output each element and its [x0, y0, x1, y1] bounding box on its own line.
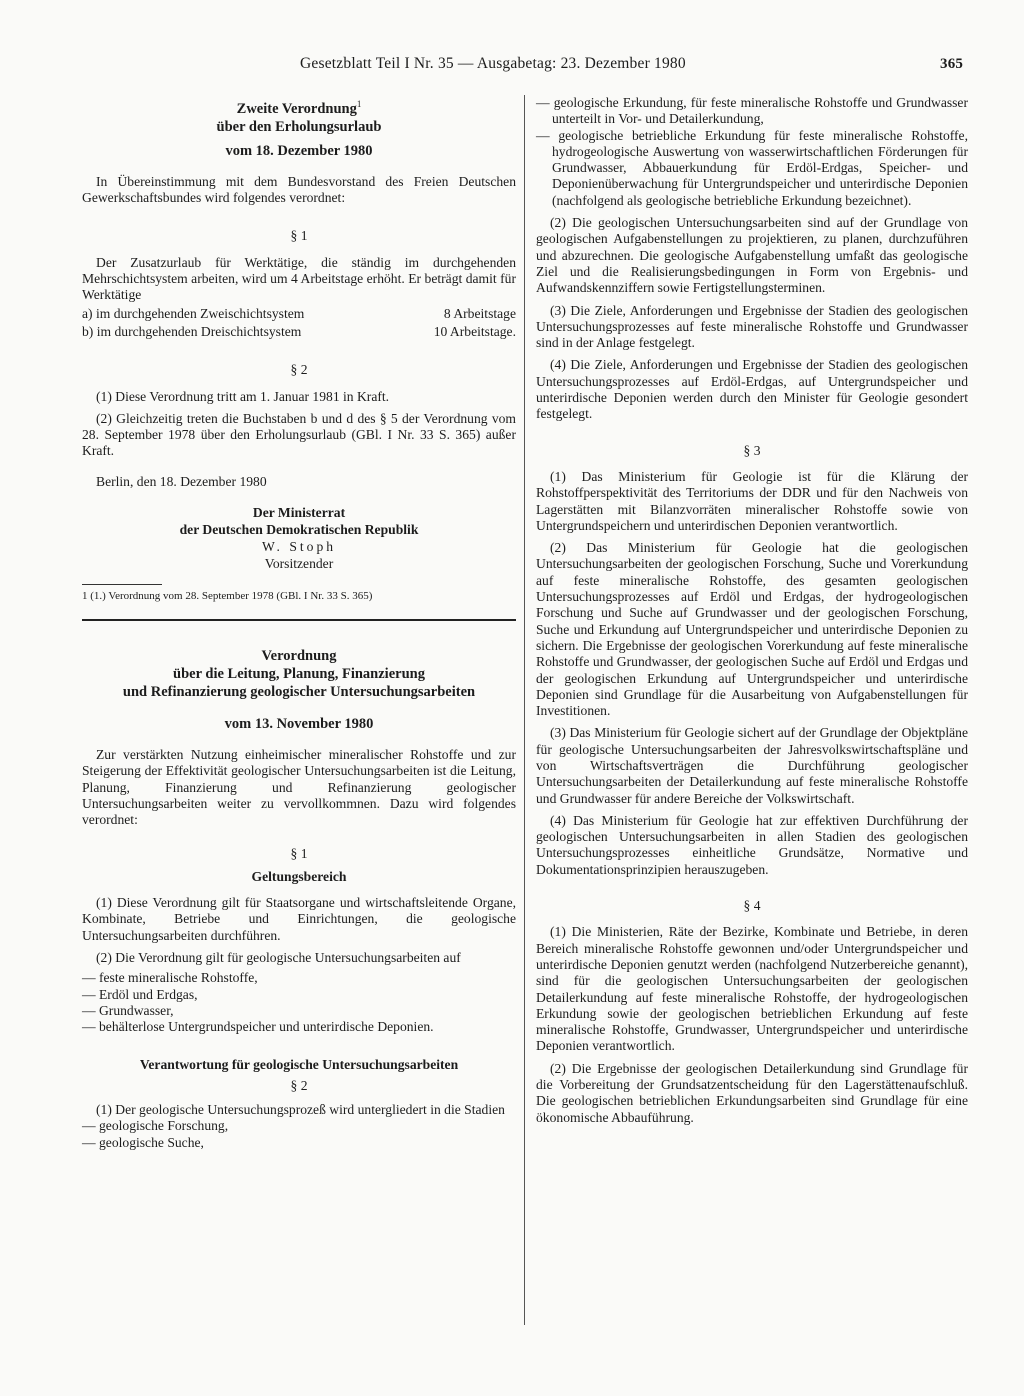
list-item: — behälterlose Untergrundspeicher und unterirdische Deponien. [82, 1019, 434, 1035]
doc2-section-1-heading: § 1 [290, 846, 308, 862]
list-item: — feste mineralische Rohstoffe, [82, 970, 258, 986]
doc2-date: vom 13. November 1980 [224, 715, 374, 732]
doc1-date: vom 18. Dezember 1980 [225, 142, 373, 159]
footnote: 1 (1.) Verordnung vom 28. September 1978 (GBl. I Nr. 33 S. 365) [82, 589, 373, 602]
section-4-p2: (2) Die Ergebnisse der geologischen Detailerkundung sind Grundlage für die Vorbereitung der Grundsatzentscheidung für den Lagerstättenaufschluß. Die geologischen betrieblichen Erkundungsarbeiten sind Grundlage für eine ökonomische Abbauführung. [536, 1060, 968, 1125]
page-header [300, 56, 980, 72]
doc2-title-line2: über die Leitung, Planung, Finanzierung [173, 665, 425, 682]
section-3-p3: (3) Das Ministerium für Geologie sichert auf der Grundlage der Objektpläne für geologische Untersuchungsarbeiten der Jahresvolkswirtschaftspläne und von Wirtschaftsverträgen die Durchführung geologischer Untersuchungsarbeiten der Detailerkundung auf feste mineralische Rohstoffe und Grundwasser für andere Bereiche der Volkswirtschaft. [536, 725, 968, 806]
doc2-intro: Zur verstärkten Nutzung einheimischer mineralischer Rohstoffe und zur Steigerung der Effektivität geologischer Untersuchungsarbeiten ist die Leitung, Planung, Finanzierung und Refinanzierung geologischer Untersuchungsarbeiten weiter zu vervollkommnen. Dazu wird folgendes verordnet: [82, 746, 516, 828]
page-number: 365 [940, 56, 964, 72]
doc2-scope-list [82, 970, 516, 1035]
doc1-section-2-p2: (2) Gleichzeitig treten die Buchstaben b und d des § 5 der Verordnung vom 28. September 1978 über den Erholungsurlaub (GBl. I Nr. 33 S. 365) außer Kraft. [82, 410, 516, 459]
section-3-p2: (2) Das Ministerium für Geologie hat die geologischen Untersuchungsarbeiten der geologischen Forschung, Suche und Vorerkundung auf feste mineralische Rohstoffe, des gesamten geologischen Untersuchungsprozesses auf Erdöl und Erdgas, der hydrogeologischen Forschung und Suche auf Grundwasser und der geologischen Forschung, Suche und Erkundung auf Untergrundspeicher und unterirdische Deponien zu sichern. Die Ergebnisse der geologischen Vorerkundung auf feste mineralische Rohstoffe und Grundwasser, der geologischen Suche auf Erdöl und Erdgas und der geologischen Erkundung auf Untergrundspeicher und unterirdische Deponien sind Grundlage für die Ausarbeitung von Aufgabenstellungen für Investitionen. [536, 540, 968, 719]
list-item: — geologische Forschung, [82, 1118, 229, 1134]
doc1-place-date: Berlin, den 18. Dezember 1980 [96, 473, 267, 489]
doc2-title-line3: und Refinanzierung geologischer Untersuchungsarbeiten [122, 683, 476, 700]
doc2-stages-list [82, 1118, 516, 1151]
left-column [82, 95, 516, 1151]
doc2-responsibility-title: Verantwortung für geologische Untersuchungsarbeiten [139, 1057, 459, 1073]
list-item: — Grundwasser, [82, 1002, 174, 1018]
section-4-heading: § 4 [743, 898, 761, 914]
list-item: — geologische Suche, [82, 1134, 204, 1150]
signatory-body-line2: der Deutschen Demokratischen Republik [179, 521, 419, 537]
doc2-title: Verordnung [261, 647, 337, 664]
section-2-p2: (2) Die geologischen Untersuchungsarbeiten sind auf der Grundlage von geologischen Aufgabenstellungen zu projektieren, zu planen, durchzuführen und abzurechnen. Die geologische Aufgabenstellung umfaßt das geologische Ziel und die Realisierungsbedingungen in Form von Ergebnis- und Aufwandskennziffern sowie Fertigstellungsterminen. [536, 215, 968, 296]
doc2-section-1-title: Geltungsbereich [251, 868, 347, 884]
list-item: — geologische betriebliche Erkundung für feste mineralische Rohstoffe, hydrogeologische Auswertung von wasserwirtschaftlichen Förderungen für Grundwasser, Abbauerkundung für Erdöl-Erdgas, Speicher- und Deponienüberwachung für Untergrundspeicher und unterirdische Deponien (nachfolgend als geologische betriebliche Erkundung bezeichnet). [536, 127, 968, 208]
list-item: — geologische Erkundung, für feste mineralische Rohstoffe und Grundwasser unterteilt in Vor- und Detailerkundung, [536, 95, 968, 127]
doc2-section-2-heading: § 2 [290, 1077, 308, 1093]
section-2-p3: (3) Die Ziele, Anforderungen und Ergebnisse der Stadien des geologischen Untersuchungsprozesses auf feste mineralische Rohstoffe und Grundwasser sind in der Anlage festgelegt. [536, 302, 968, 351]
doc2-section-1-p1: (1) Diese Verordnung gilt für Staatsorgane und wirtschaftsleitende Organe, Kombinate, Betriebe und Einrichtungen, die geologische Untersuchungsarbeiten durchführen. [82, 895, 516, 943]
stages-list-continued [536, 95, 968, 209]
footnote-marker: 1 [356, 99, 362, 109]
document-separator [82, 619, 516, 621]
signatory-role: Vorsitzender [264, 555, 334, 571]
doc1-title: Zweite Verordnung$^1$ [236, 99, 362, 117]
doc1-section-2-p1: (1) Diese Verordnung tritt am 1. Januar 1981 in Kraft. [96, 388, 390, 404]
list-item: — Erdöl und Erdgas, [82, 986, 198, 1002]
doc1-section-2-heading: § 2 [290, 362, 308, 378]
doc2-section-2-p1: (1) Der geologische Untersuchungsprozeß wird untergliedert in die Stadien [96, 1102, 505, 1118]
footnote-rule [82, 584, 162, 585]
doc1-section-1-heading: § 1 [290, 228, 308, 244]
right-column [536, 95, 968, 1126]
signatory-name: W. Stoph [261, 538, 337, 554]
section-4-p1: (1) Die Ministerien, Räte der Bezirke, Kombinate und Betriebe, in deren Bereich mineralische Rohstoffe gewonnen und/oder Untergrundspeicher und unterirdische Deponien genutzt werden (nachfolgend Nutzerbereiche genannt), sind für die geologischen Untersuchungsarbeiten der geologischen Detailerkundung auf feste mineralische Rohstoffe, der hydrogeologischen Erkundung sowie der geologischen betrieblichen Erkundung auf feste mineralische Rohstoffe, Grundwasser, Untergrundspeicher und unterirdische Deponien verantwortlich. [536, 924, 968, 1054]
doc1-title-line2: über den Erholungsurlaub [216, 118, 382, 135]
doc1-intro: In Übereinstimmung mit dem Bundesvorstand des Freien Deutschen Gewerkschaftsbundes wird folgendes verordnet: [82, 173, 516, 206]
column-divider [524, 95, 525, 1325]
doc2-section-1-p2: (2) Die Verordnung gilt für geologische Untersuchungsarbeiten auf [96, 949, 461, 965]
section-3-p4: (4) Das Ministerium für Geologie hat zur effektiven Durchführung der geologischen Untersuchungsarbeiten in allen Stadien des geologischen Untersuchungsprozesses einheitliche Grundsätze, Normative und Dokumentationsprinzipien herauszugeben. [536, 812, 968, 877]
gazette-title: Gesetzblatt Teil I Nr. 35 — Ausgabetag: 23. Dezember 1980 [300, 55, 686, 72]
doc1-item-a: a) im durchgehenden Zweischichtsystem 8 Arbeitstage [82, 305, 516, 321]
section-2-p4: (4) Die Ziele, Anforderungen und Ergebnisse der Stadien des geologischen Untersuchungsprozesses auf Erdöl-Erdgas, auf Untergrundspeicher und unterirdische Deponien werden durch den Minister für Geologie gesondert festgelegt. [536, 357, 968, 422]
section-3-heading: § 3 [743, 442, 761, 458]
section-3-p1: (1) Das Ministerium für Geologie ist für die Klärung der Rohstoffperspektivität des Territoriums der DDR und für den Nachweis von Lagerstätten mit Bilanzvorräten mineralischer Rohstoffe sowie von Untergrundspeichern und unterirdischen Deponien verantwortlich. [536, 468, 968, 533]
doc1-item-b: b) im durchgehenden Dreischichtsystem 10 Arbeitstage. [82, 323, 516, 339]
doc1-section-1-text: Der Zusatzurlaub für Werktätige, die ständig im durchgehenden Mehrschichtsystem arbeiten, wird um 4 Arbeitstage erhöht. Er beträgt damit für Werktätige [82, 254, 516, 303]
signatory-body: Der Ministerrat [252, 504, 346, 520]
